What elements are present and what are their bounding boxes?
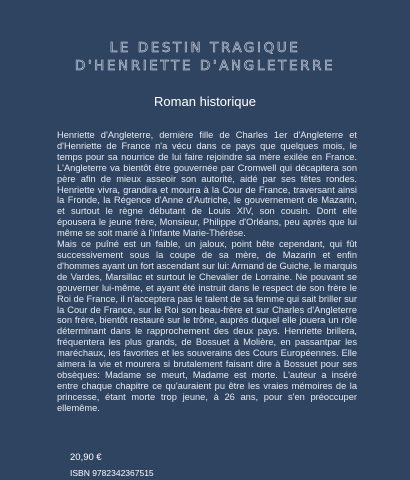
genre-subtitle: Roman historique bbox=[154, 94, 256, 109]
synopsis-paragraph-1: Henriette d'Angleterre, dernière fille de Charles 1er d'Angleterre et d'Henriette de France n'a vécu dans ce pays que quelques mois, le temps pour sa nourrice de lui faire rejoindre sa mère exilée en France. L'Angleterre va bientôt être gouvernée par Cromwell qui décapitera son père afin de mieux asseoir son autorité, aidé par ses têtes rondes. Henriette vivra, grandira et mourra à la Cour de France, traversant ainsi la Fronde, la Régence d'Anne d'Autriche, le gouvernement de Mazarin, et surtout le règne débutant de Louis XIV, son cousin. Dont elle épousera le jeune frère, Monsieur, Philippe d'Orléans, peu après que lui même se soit marié à l'infante Marie-Thérèse. bbox=[57, 130, 357, 239]
synopsis-paragraph-2: Mais ce puîné est un faible, un jaloux, point bête cependant, qui fût successivement sous la coupe de sa mère, de Mazarin et enfin d'hommes ayant un fort ascendant sur lui: Armand de Guiche, le marquis de Vardes, Marsillac et surtout le Chevalier de Lorraine. Ne pouvant se gouverner lui-même, et ayant été instruit dans le respect de son frère le Roi de France, il n'acceptera pas le talent de sa femme qui sait briller sur la Cour de France, sur le Roi son beau-frère et sur Charles d'Angleterre son frère, bientôt restauré sur le trône, auprès duquel elle jouera un rôle déterminant dans le rapprochement des deux pays. Henriette brillera, fréquentera les plus grands, de Bossuet à Molière, en passantpar les maréchaux, les favorites et les souverains des Cours Européennes. Elle aimera la vie et mourera si brutalement faisant dire à Bossuet pour ses obsèques: Madame se meurt, Madame est morte. L'auteur a inséré entre chaque chapitre ce qu'auraient pu être les vraies mémoires de la princesse, étant morte trop jeune, à 26 ans, pour s'en préoccuper ellemême. bbox=[57, 239, 357, 413]
book-title-line-2: D'HENRIETTE D'ANGLETERRE bbox=[74, 58, 336, 74]
isbn-label: ISBN 9782342367515 bbox=[70, 468, 154, 478]
price-label: 20,90 € bbox=[70, 452, 102, 463]
book-title-line-1: LE DESTIN TRAGIQUE bbox=[109, 40, 301, 56]
synopsis-text bbox=[57, 130, 357, 414]
